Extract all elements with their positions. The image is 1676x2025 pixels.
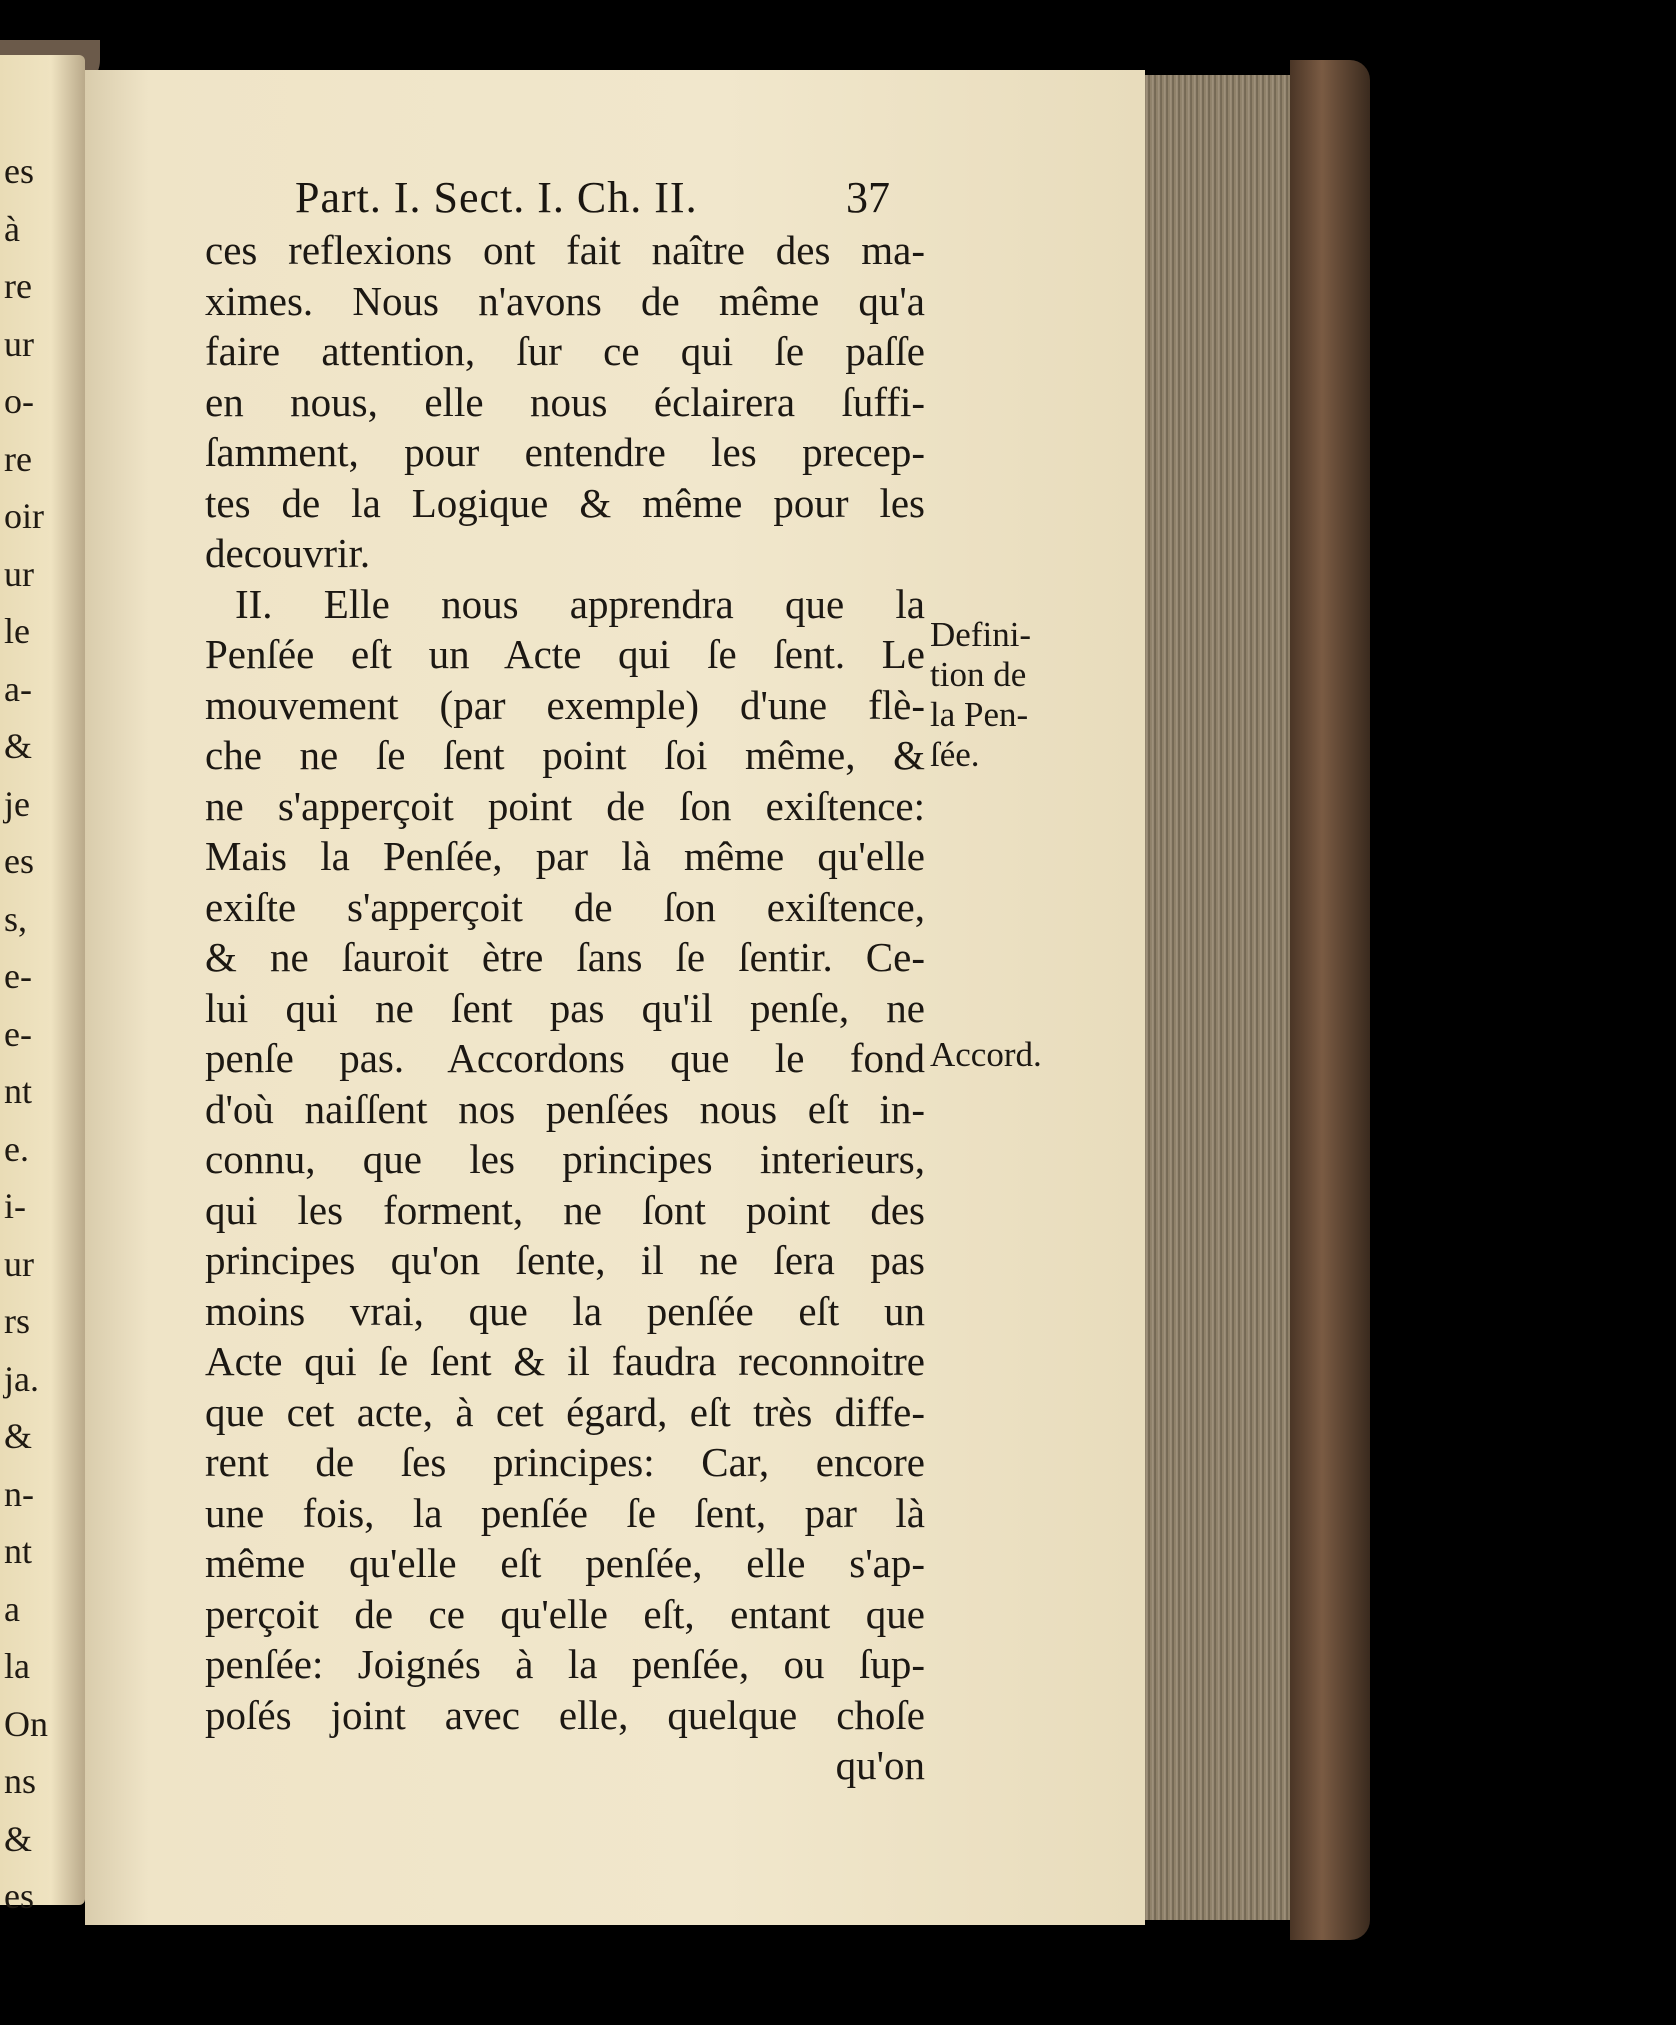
running-title: Part. I. Sect. I. Ch. II. [295,173,698,222]
text-line: Penſée eſt un Acte qui ſe ſent. Le [205,631,925,677]
text-line: qui les forment, ne ſont point des [205,1186,925,1233]
text-line: d'où naiſſent nos penſées nous eſt in- [205,1085,925,1132]
left-page-fragment: e- [4,956,32,996]
text-line: connu, que les principes interieurs, [205,1136,925,1182]
text-line: penſée: Joignés à la penſée, ou ſup- [205,1641,925,1687]
left-page-fragment: la [4,1646,30,1686]
text-line: Mais la Penſée, par là même qu'elle [205,833,925,879]
left-page-fragment: le [4,611,30,651]
text-line: II. Elle nous apprendra que la [235,580,925,627]
left-page-fragment: à [4,208,20,249]
left-page-fragment: rs [4,1301,30,1341]
book-cover [1290,60,1370,1940]
left-page-fragment: es [4,151,34,191]
left-page [0,55,85,1916]
left-page-fragment: re [4,266,32,306]
text-line: exiſte s'apperçoit de ſon exiſtence, [205,883,925,930]
text-line: même qu'elle eſt penſée, elle s'ap- [205,1540,925,1586]
text-line: poſés joint avec elle, quelque choſe [205,1691,925,1738]
left-page-fragment: ur [4,553,34,594]
margin-note-accord: Accord. [930,1035,1042,1074]
text-line: decouvrir. [205,530,371,576]
left-page-fragment: & [4,1818,33,1859]
left-page-fragment: & [4,726,33,766]
left-page-fragment: je [4,783,30,824]
text-line: faire attention, ſur ce qui ſe paſſe [205,328,925,374]
margin-note-line: la Pen- [930,695,1029,734]
text-line: ne s'apperçoit point de ſon exiſtence: [205,782,925,829]
text-line: lui qui ne ſent pas qu'il penſe, ne [205,984,925,1031]
text-line: que cet acte, à cet égard, eſt très diffe- [205,1388,925,1435]
left-page-fragment: nt [4,1071,33,1111]
margin-note-line: Defini- [930,615,1032,654]
left-page-fragment: & [4,1416,33,1456]
text-line: en nous, elle nous éclairera ſuffi- [205,378,925,425]
left-page-fragment: nt [4,1531,33,1571]
text-line: ces reflexions ont fait naître des ma- [205,227,925,273]
text-line: penſe pas. Accordons que le fond [205,1035,925,1081]
page-number: 37 [846,173,890,222]
left-page-fragment: n- [4,1473,34,1514]
text-line: rent de ſes principes: Car, encore [205,1439,925,1485]
left-page-fragment: es [4,1876,34,1916]
body-text [205,225,925,1791]
left-page-fragment: es [4,841,34,881]
text-line: che ne ſe ſent point ſoi même, & [205,732,925,778]
left-page-fragment: re [4,438,32,479]
left-page-fragment: ur [4,1243,34,1284]
left-page-fragment: oir [4,496,44,536]
left-page-fragment: ur [4,323,34,364]
left-page-fragment: s, [4,898,28,939]
text-line: Acte qui ſe ſent & il faudra reconnoitre [205,1338,925,1384]
text-line: & ne ſauroit ètre ſans ſe ſentir. Ce- [205,934,925,980]
margin-note-line: tion de [930,655,1027,694]
text-line: principes qu'on ſente, il ne ſera pas [205,1237,925,1283]
left-page-fragment: a [4,1588,20,1629]
margin-note-definition [930,615,1070,775]
left-page-fragment: On [4,1703,48,1744]
text-line: ſamment, pour entendre les precep- [205,429,925,475]
left-page-fragment: ns [4,1761,37,1801]
text-line: mouvement (par exemple) d'une flè- [205,681,925,728]
text-line: tes de la Logique & même pour les [205,479,925,526]
left-page-fragment: e- [4,1013,32,1054]
margin-note-line: ſée. [930,735,980,774]
left-page-fragment: e. [4,1128,29,1169]
left-page-fragment: o- [4,381,34,421]
left-page-fragment: ja. [4,1358,39,1399]
left-page-fragment: a- [4,668,32,709]
left-page-fragment: i- [4,1186,26,1226]
text-line: une fois, la penſée ſe ſent, par là [205,1489,925,1536]
text-line: moins vrai, que la penſée eſt un [205,1287,925,1334]
catchword: qu'on [835,1742,925,1788]
text-line: perçoit de ce qu'elle eſt, entant que [205,1590,925,1637]
text-line: ximes. Nous n'avons de même qu'a [205,277,925,324]
